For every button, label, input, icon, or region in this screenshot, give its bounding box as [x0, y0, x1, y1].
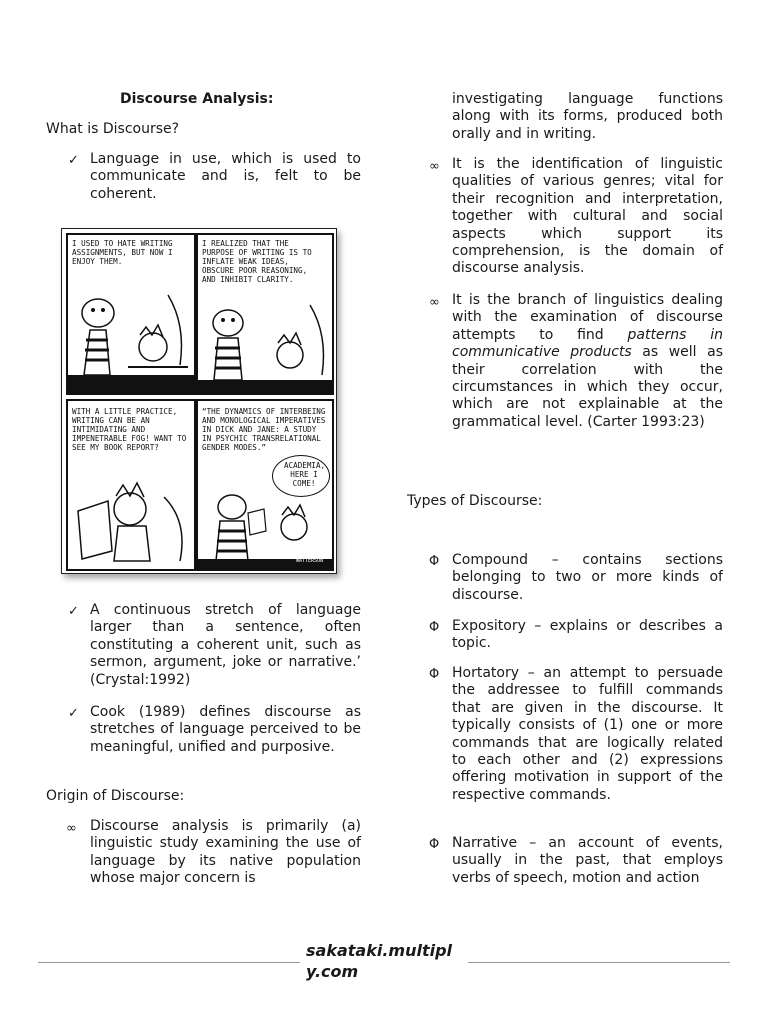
tiger-and-boy-drawing [68, 235, 194, 393]
comic-panel-3-caption: WITH A LITTLE PRACTICE, WRITING CAN BE AN INTIMIDATING AND IMPENETRABLE FOG! WANT TO SEE MY BOOK REPORT? [72, 407, 187, 452]
comic-panel-3 [66, 399, 196, 571]
origin-item-1-continuation: investigating language functions along with its forms, produced both orally and in writing. [452, 91, 723, 142]
phi-icon: Φ [429, 837, 440, 852]
types-item-compound: Compound – contains sections belonging to two or more kinds of discourse. [452, 552, 723, 603]
origin-item-2: It is the identification of linguistic qualities of various genres; vital for their recognition and interpretation, together with cultural and social aspects which support its comprehension, is the domain of discourse analysis. [452, 156, 723, 277]
footer-site-name: sakataki.multiply.com [306, 941, 453, 981]
page-title: Discourse Analysis: [120, 91, 274, 107]
origin-item-3-tail: as well as their correlation with the circumstances in which they occur, which are not explainable at the grammatical level. (Carter 1993:23) [452, 344, 723, 430]
comic-panel-4 [196, 399, 334, 571]
infinity-icon: ∞ [429, 295, 440, 310]
what-item-2: A continuous stretch of language larger than a sentence, often constituting a coherent unit, such as sermon, argument, joke or narrative.’ (Crystal:1992) [90, 602, 361, 688]
comic-panel-2 [196, 233, 334, 395]
types-item-narrative: Narrative – an account of events, usually in the past, that employs verbs of speech, motion and action [452, 835, 723, 886]
types-item-hortatory: Hortatory – an attempt to persuade the addressee to fulfill commands that are given in the discourse. It typically consists of (1) one or more commands that are logically related to each other and (2) expressions offering motivation in support of the respective commands. [452, 665, 723, 803]
phi-icon: Φ [429, 554, 440, 569]
comic-panel-1 [66, 233, 196, 395]
tiger-and-boy-drawing [198, 401, 332, 569]
origin-item-3 [452, 292, 723, 431]
check-icon: ✓ [68, 706, 79, 721]
tiger-and-boy-drawing [198, 235, 332, 393]
types-of-discourse-heading: Types of Discourse: [407, 493, 543, 509]
origin-item-3-text: It is the branch of linguistics dealing with the examination of discourse attempts to find [452, 292, 723, 343]
origin-item-3-italic: patterns in communicative products [452, 326, 724, 361]
footer-divider-right [468, 962, 730, 963]
infinity-icon: ∞ [66, 821, 77, 836]
footer-divider-left [38, 962, 300, 963]
what-item-3: Cook (1989) defines discourse as stretches of language perceived to be meaningful, unified and purposive. [90, 704, 361, 755]
comic-panel-1-caption: I USED TO HATE WRITING ASSIGNMENTS, BUT NOW I ENJOY THEM. [72, 239, 173, 266]
origin-of-discourse-heading: Origin of Discourse: [46, 788, 185, 804]
infinity-icon: ∞ [429, 159, 440, 174]
comic-panel-2-caption: I REALIZED THAT THE PURPOSE OF WRITING IS TO INFLATE WEAK IDEAS, OBSCURE POOR REASONING, AND INHIBIT CLARITY. [202, 239, 312, 284]
what-is-discourse-heading: What is Discourse? [46, 121, 180, 137]
comic-strip [61, 228, 337, 574]
check-icon: ✓ [68, 604, 79, 619]
phi-icon: Φ [429, 620, 440, 635]
boy-holding-paper-drawing [68, 401, 194, 569]
comic-panel-4-bubble-text: ACADEMIA, HERE I COME! [284, 461, 326, 488]
origin-item-1: Discourse analysis is primarily (a) linguistic study examining the use of language by its native population whose major concern is [90, 818, 361, 887]
phi-icon: Φ [429, 667, 440, 682]
types-item-expository: Expository – explains or describes a topic. [452, 618, 723, 652]
check-icon: ✓ [68, 153, 79, 168]
what-item-1: Language in use, which is used to communicate and is, felt to be coherent. [90, 151, 361, 202]
comic-panel-4-caption: “THE DYNAMICS OF INTERBEING AND MONOLOGICAL IMPERATIVES IN DICK AND JANE: A STUDY IN PSYCHIC TRANSRELATIONAL GENDER MODES.” [202, 407, 326, 452]
comic-signature: WATTERSON [296, 558, 324, 564]
